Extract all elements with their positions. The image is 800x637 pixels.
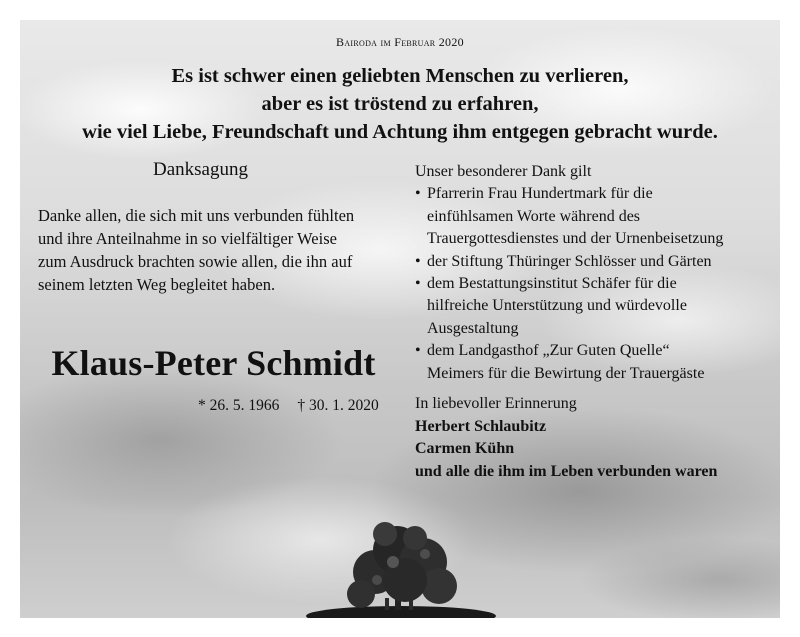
motto-line: Es ist schwer einen geliebten Menschen zu verlieren,	[171, 65, 629, 87]
thanks-item-line: Pfarrerin Frau Hundertmark für die	[427, 185, 653, 203]
tree-on-hill-icon	[305, 510, 505, 618]
memory-intro: In liebevoller Erinnerung	[415, 395, 577, 412]
thanks-item	[415, 273, 775, 340]
motto	[20, 62, 780, 146]
thanks-text	[38, 204, 398, 296]
thanks-item-line: Ausgestaltung	[427, 319, 519, 337]
life-dates	[198, 397, 379, 415]
thanks-item-line: Meimers für die Bewirtung der Trauergäste	[427, 364, 705, 382]
thanks-item-line: hilfreiche Unterstützung und würdevolle	[427, 297, 687, 315]
place-date: Bairoda im Februar 2020	[336, 35, 464, 49]
thanks-item	[415, 251, 775, 273]
thanks-item-line: der Stiftung Thüringer Schlösser und Gärten	[427, 252, 712, 270]
thanks-line: seinem letzten Weg begleitet haben.	[38, 275, 276, 294]
thanks-line: und ihre Anteilnahme in so vielfältiger Weise	[38, 229, 337, 248]
thanks-line: zum Ausdruck brachten sowie allen, die ihn auf	[38, 252, 353, 271]
death-date: † 30. 1. 2020	[297, 397, 379, 414]
mourner-name: Herbert Schlaubitz	[415, 417, 547, 435]
bullet-icon: •	[415, 185, 421, 203]
thanks-item-line: Trauergottesdienstes und der Urnenbeisetzung	[427, 230, 724, 248]
thanks-item-line: dem Landgasthof „Zur Guten Quelle“	[427, 342, 670, 360]
thanks-heading: Danksagung	[153, 159, 248, 180]
mourner-name: Carmen Kühn	[415, 440, 515, 457]
deceased-name: Klaus-Peter Schmidt	[51, 343, 376, 383]
birth-date: * 26. 5. 1966	[198, 397, 280, 414]
mourner-name: und alle die ihm im Leben verbunden waren	[415, 462, 718, 480]
thanks-line: Danke allen, die sich mit uns verbunden fühlten	[38, 206, 355, 225]
bullet-icon: •	[415, 342, 421, 360]
motto-line: aber es ist tröstend zu erfahren,	[261, 93, 539, 115]
thanks-item	[415, 183, 775, 250]
thanks-item-line: einfühlsamen Worte während des	[427, 207, 641, 225]
bullet-icon: •	[415, 252, 421, 270]
special-thanks-intro: Unser besonderer Dank gilt	[415, 163, 592, 180]
special-thanks	[415, 161, 775, 385]
obituary-card	[20, 20, 780, 618]
memory-block	[415, 393, 775, 483]
motto-line: wie viel Liebe, Freundschaft und Achtung ihm entgegen gebracht wurde.	[82, 121, 718, 143]
thanks-item-line: dem Bestattungsinstitut Schäfer für die	[427, 275, 677, 293]
bullet-icon: •	[415, 275, 421, 293]
thanks-item	[415, 340, 775, 385]
